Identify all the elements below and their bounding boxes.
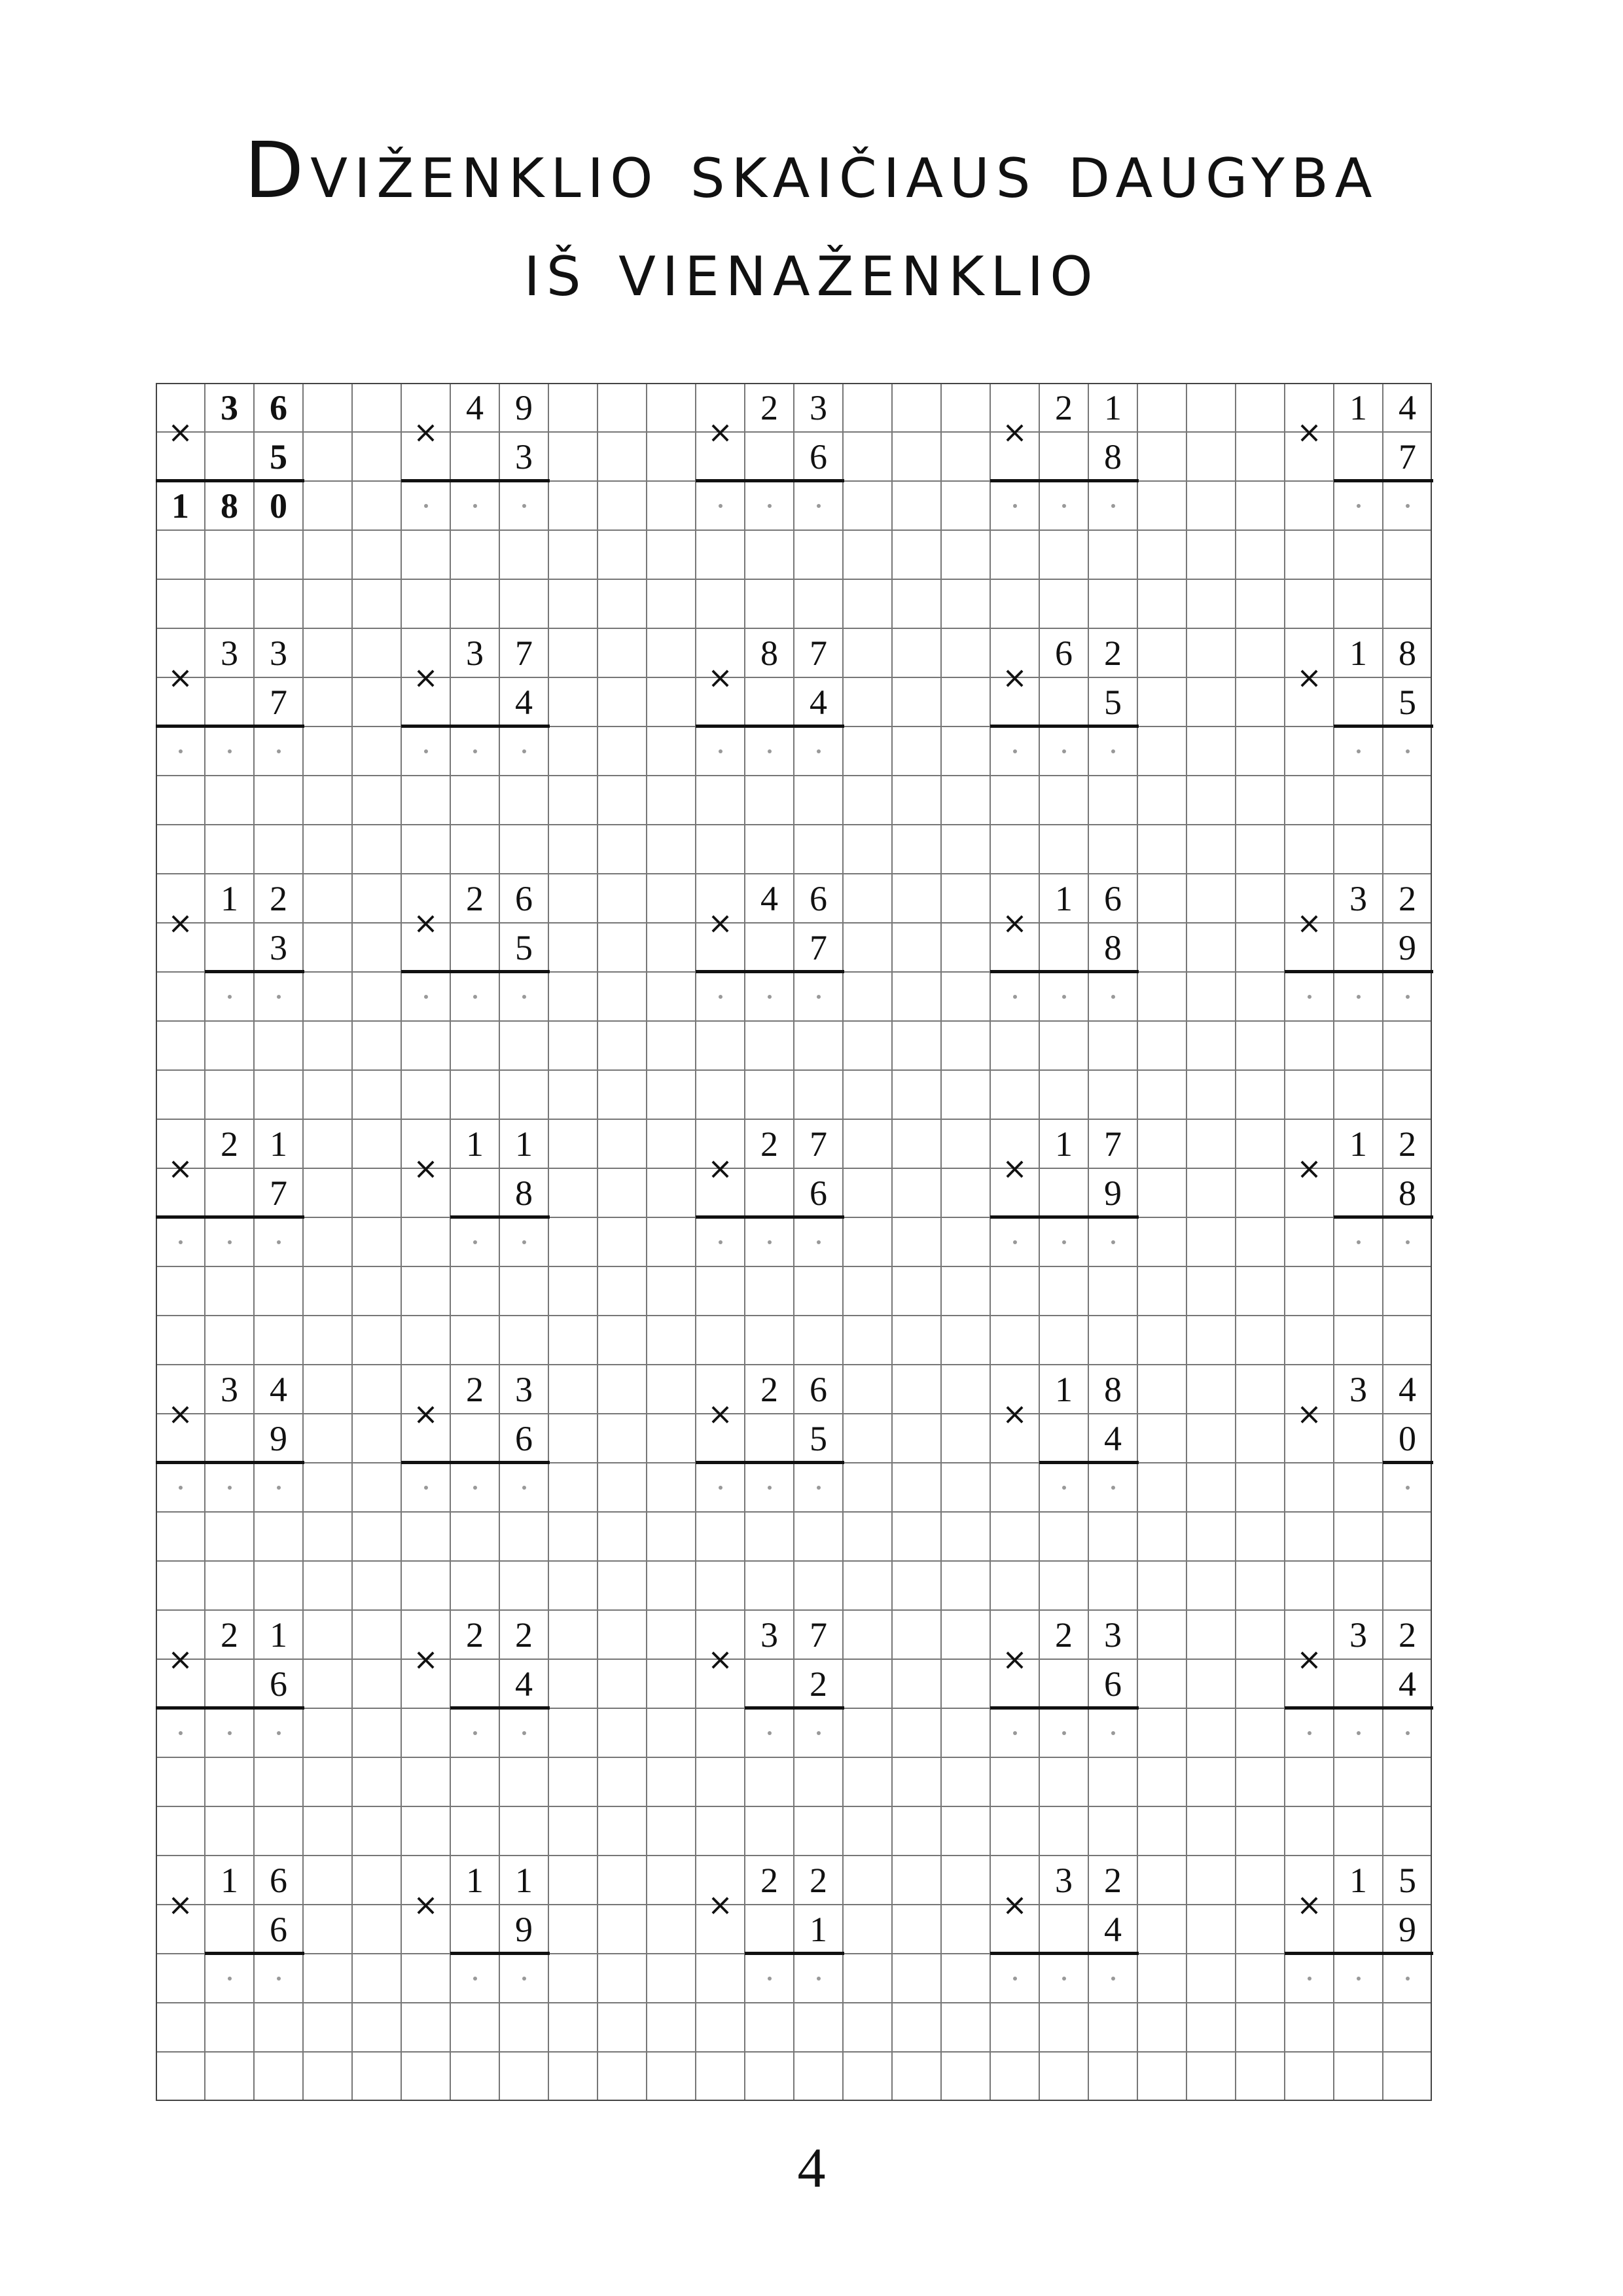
multiplier-digit: 9 [1104,1173,1122,1213]
multiplicand-ones-digit: 1 [270,1615,287,1655]
multiplier-digit: 7 [1399,437,1416,476]
answer-line [156,1215,304,1219]
multiplier-digit: 7 [270,1173,287,1213]
page-number: 4 [797,2136,826,2199]
multiplicand-tens-digit: 1 [1055,878,1073,918]
multiply-sign: × [1002,414,1027,450]
title-line-1: Dviženklio skaičiaus daugyba [244,125,1379,215]
answer-placeholder-dot [719,1240,722,1244]
answer-line [401,1461,550,1464]
answer-line [990,1215,1139,1219]
multiplicand-tens-digit: 1 [1349,1124,1367,1164]
multiply-sign: × [1296,1887,1322,1922]
answer-placeholder-dot [1406,1731,1410,1735]
multiplicand-ones-digit: 6 [270,387,287,427]
answer-placeholder-dot [1062,1731,1066,1735]
multiplicand-ones-digit: 3 [515,1369,533,1409]
answer-placeholder-dot [473,995,477,999]
multiply-sign: × [1296,1641,1322,1677]
multiply-sign: × [1002,905,1027,941]
multiply-sign: × [168,1887,193,1922]
exercise-grid [156,383,1432,2101]
answer-placeholder-dot [1013,995,1017,999]
multiplier-digit: 5 [515,927,533,967]
answer-placeholder-dot [719,995,722,999]
answer-placeholder-dot [817,504,821,508]
multiplier-digit: 4 [515,1664,533,1704]
multiplier-digit: 8 [1104,437,1122,476]
multiplicand-ones-digit: 7 [1104,1124,1122,1164]
multiplier-digit: 5 [810,1418,827,1458]
multiplicand-tens-digit: 3 [466,633,484,673]
answer-placeholder-dot [1357,995,1361,999]
answer-placeholder-dot [522,1486,526,1490]
multiplier-digit: 5 [1104,682,1122,722]
answer-placeholder-dot [473,1240,477,1244]
answer-placeholder-dot [768,995,772,999]
answer-line [990,1952,1139,1955]
multiply-sign: × [1296,1151,1322,1186]
answer-line [1334,1215,1433,1219]
answer-placeholder-dot [1111,1240,1115,1244]
multiply-sign: × [168,1151,193,1186]
multiplicand-tens-digit: 3 [221,387,238,427]
multiplier-digit: 6 [1104,1664,1122,1704]
answer-placeholder-dot [1062,504,1066,508]
answer-placeholder-dot [277,749,281,753]
multiplicand-ones-digit: 6 [810,878,827,918]
answer-line [1285,1706,1433,1710]
answer-line [1039,1461,1139,1464]
multiply-sign: × [707,660,733,695]
answer-placeholder-dot [424,1486,428,1490]
multiply-sign: × [707,1887,733,1922]
multiplier-digit: 4 [1104,1418,1122,1458]
answer-placeholder-dot [1357,749,1361,753]
multiplicand-ones-digit: 4 [270,1369,287,1409]
multiply-sign: × [168,1641,193,1677]
multiplicand-tens-digit: 1 [221,878,238,918]
product-digit: 8 [221,486,238,526]
multiplicand-tens-digit: 1 [1055,1124,1073,1164]
answer-placeholder-dot [768,749,772,753]
multiplicand-tens-digit: 2 [466,1615,484,1655]
multiplicand-ones-digit: 7 [515,633,533,673]
multiplier-digit: 9 [270,1418,287,1458]
page-title [0,121,1623,317]
answer-placeholder-dot [277,1731,281,1735]
multiplier-digit: 3 [515,437,533,476]
multiplicand-ones-digit: 6 [810,1369,827,1409]
multiply-sign: × [707,1641,733,1677]
product-digit: 1 [171,486,189,526]
answer-placeholder-dot [1062,1977,1066,1981]
multiplicand-ones-digit: 6 [1104,878,1122,918]
multiplier-digit: 5 [1399,682,1416,722]
answer-placeholder-dot [473,1977,477,1981]
answer-placeholder-dot [1357,504,1361,508]
answer-line [156,725,304,728]
multiplicand-tens-digit: 2 [760,387,778,427]
answer-placeholder-dot [768,1731,772,1735]
multiplicand-tens-digit: 3 [221,1369,238,1409]
multiplicand-tens-digit: 3 [760,1615,778,1655]
multiplicand-ones-digit: 2 [1104,633,1122,673]
answer-placeholder-dot [817,1240,821,1244]
answer-placeholder-dot [1062,995,1066,999]
multiplicand-tens-digit: 2 [760,1124,778,1164]
answer-placeholder-dot [424,995,428,999]
answer-placeholder-dot [1111,504,1115,508]
answer-line [1334,479,1433,482]
answer-line [696,725,844,728]
answer-placeholder-dot [522,504,526,508]
multiply-sign: × [168,1396,193,1431]
answer-placeholder-dot [522,749,526,753]
multiplicand-ones-digit: 9 [515,387,533,427]
answer-placeholder-dot [179,1486,183,1490]
answer-placeholder-dot [1308,995,1311,999]
answer-placeholder-dot [1062,1240,1066,1244]
multiply-sign: × [168,905,193,941]
answer-placeholder-dot [768,1977,772,1981]
answer-placeholder-dot [228,1977,232,1981]
multiplicand-ones-digit: 2 [1399,1615,1416,1655]
multiplicand-ones-digit: 1 [1104,387,1122,427]
multiplier-digit: 4 [1399,1664,1416,1704]
answer-line [990,479,1139,482]
multiplicand-tens-digit: 1 [466,1860,484,1900]
multiply-sign: × [413,1151,438,1186]
multiply-sign: × [413,660,438,695]
multiplier-digit: 7 [810,927,827,967]
answer-placeholder-dot [522,1977,526,1981]
multiplicand-ones-digit: 1 [270,1124,287,1164]
answer-line [1285,1952,1433,1955]
multiplicand-tens-digit: 2 [221,1124,238,1164]
multiplier-digit: 1 [810,1909,827,1949]
answer-placeholder-dot [768,504,772,508]
answer-placeholder-dot [1357,1731,1361,1735]
multiply-sign: × [1296,660,1322,695]
answer-placeholder-dot [228,995,232,999]
multiplier-digit: 6 [270,1664,287,1704]
multiplier-digit: 0 [1399,1418,1416,1458]
answer-placeholder-dot [768,1240,772,1244]
multiplier-digit: 9 [515,1909,533,1949]
answer-line [401,479,550,482]
multiply-sign: × [1002,1151,1027,1186]
multiplicand-ones-digit: 8 [1104,1369,1122,1409]
multiplier-digit: 9 [1399,927,1416,967]
answer-line [401,725,550,728]
answer-placeholder-dot [719,749,722,753]
answer-placeholder-dot [522,1240,526,1244]
multiply-sign: × [707,1151,733,1186]
answer-placeholder-dot [473,1731,477,1735]
multiplicand-ones-digit: 2 [810,1860,827,1900]
answer-placeholder-dot [817,1977,821,1981]
multiply-sign: × [707,414,733,450]
answer-placeholder-dot [1013,1977,1017,1981]
answer-placeholder-dot [424,504,428,508]
multiplicand-tens-digit: 1 [1349,633,1367,673]
answer-placeholder-dot [179,1731,183,1735]
product-digit: 0 [270,486,287,526]
multiplicand-tens-digit: 2 [760,1369,778,1409]
answer-placeholder-dot [473,1486,477,1490]
multiplier-digit: 3 [270,927,287,967]
multiply-sign: × [707,905,733,941]
multiplicand-ones-digit: 3 [810,387,827,427]
answer-placeholder-dot [228,749,232,753]
answer-placeholder-dot [228,1731,232,1735]
answer-line [1383,1461,1433,1464]
multiply-sign: × [1002,660,1027,695]
answer-line [1334,725,1433,728]
multiply-sign: × [413,1396,438,1431]
answer-placeholder-dot [1062,749,1066,753]
multiplicand-tens-digit: 2 [221,1615,238,1655]
multiply-sign: × [168,660,193,695]
answer-placeholder-dot [277,1977,281,1981]
multiplicand-ones-digit: 2 [1399,878,1416,918]
multiplier-digit: 9 [1399,1909,1416,1949]
multiplicand-ones-digit: 4 [1399,387,1416,427]
answer-placeholder-dot [473,749,477,753]
multiply-sign: × [707,1396,733,1431]
multiply-sign: × [413,1887,438,1922]
answer-placeholder-dot [1013,749,1017,753]
answer-placeholder-dot [1013,1731,1017,1735]
answer-placeholder-dot [768,1486,772,1490]
answer-placeholder-dot [817,749,821,753]
multiply-sign: × [413,1641,438,1677]
answer-placeholder-dot [424,749,428,753]
answer-line [156,1461,304,1464]
multiplier-digit: 4 [515,682,533,722]
answer-placeholder-dot [1111,1486,1115,1490]
multiplicand-tens-digit: 1 [466,1124,484,1164]
answer-placeholder-dot [1111,1731,1115,1735]
answer-placeholder-dot [522,995,526,999]
answer-placeholder-dot [1308,1977,1311,1981]
answer-placeholder-dot [817,995,821,999]
answer-placeholder-dot [1111,749,1115,753]
answer-placeholder-dot [1406,749,1410,753]
multiplicand-ones-digit: 8 [1399,633,1416,673]
answer-placeholder-dot [1406,1977,1410,1981]
multiplicand-tens-digit: 6 [1055,633,1073,673]
multiplicand-tens-digit: 2 [1055,1615,1073,1655]
multiplicand-ones-digit: 2 [270,878,287,918]
answer-line [156,1706,304,1710]
multiplier-digit: 8 [1104,927,1122,967]
multiplicand-tens-digit: 3 [1055,1860,1073,1900]
multiplicand-tens-digit: 4 [760,878,778,918]
answer-placeholder-dot [473,504,477,508]
multiplicand-ones-digit: 6 [270,1860,287,1900]
multiply-sign: × [168,414,193,450]
multiplicand-ones-digit: 3 [1104,1615,1122,1655]
answer-line [745,1952,844,1955]
answer-placeholder-dot [817,1731,821,1735]
multiply-sign: × [1002,1396,1027,1431]
multiply-sign: × [1296,414,1322,450]
answer-line [450,1952,550,1955]
multiplicand-tens-digit: 8 [760,633,778,673]
answer-placeholder-dot [1013,504,1017,508]
multiplier-digit: 5 [270,437,287,476]
answer-placeholder-dot [1308,1731,1311,1735]
answer-line [696,970,844,973]
multiplicand-ones-digit: 6 [515,878,533,918]
multiplicand-tens-digit: 1 [1349,1860,1367,1900]
answer-placeholder-dot [228,1240,232,1244]
answer-placeholder-dot [1406,995,1410,999]
answer-line [990,725,1139,728]
answer-placeholder-dot [1062,1486,1066,1490]
multiplicand-ones-digit: 2 [1104,1860,1122,1900]
multiplicand-ones-digit: 2 [1399,1124,1416,1164]
multiplicand-tens-digit: 2 [760,1860,778,1900]
answer-placeholder-dot [1406,1486,1410,1490]
multiplicand-tens-digit: 1 [1055,1369,1073,1409]
answer-line [990,1706,1139,1710]
multiplicand-tens-digit: 3 [1349,1615,1367,1655]
multiplier-digit: 7 [270,682,287,722]
answer-line [205,1952,304,1955]
answer-line [745,1706,844,1710]
answer-placeholder-dot [179,1240,183,1244]
multiplier-digit: 4 [1104,1909,1122,1949]
multiplicand-tens-digit: 1 [1349,387,1367,427]
answer-line [696,1461,844,1464]
multiplicand-tens-digit: 3 [1349,878,1367,918]
multiplicand-tens-digit: 2 [1055,387,1073,427]
multiply-sign: × [413,905,438,941]
answer-line [1285,970,1433,973]
answer-placeholder-dot [277,1240,281,1244]
multiply-sign: × [1296,905,1322,941]
multiplicand-ones-digit: 2 [515,1615,533,1655]
answer-placeholder-dot [277,1486,281,1490]
multiplier-digit: 6 [810,437,827,476]
multiplier-digit: 6 [515,1418,533,1458]
answer-placeholder-dot [1406,1240,1410,1244]
multiply-sign: × [1002,1887,1027,1922]
multiplicand-ones-digit: 7 [810,633,827,673]
multiplicand-tens-digit: 2 [466,878,484,918]
multiplicand-ones-digit: 1 [515,1124,533,1164]
multiplicand-ones-digit: 3 [270,633,287,673]
multiplicand-tens-digit: 4 [466,387,484,427]
answer-line [205,970,304,973]
answer-placeholder-dot [1111,1977,1115,1981]
answer-placeholder-dot [1013,1240,1017,1244]
title-line-2: iš vienaženklio [524,223,1099,314]
multiply-sign: × [1002,1641,1027,1677]
multiplicand-tens-digit: 3 [221,633,238,673]
answer-placeholder-dot [277,995,281,999]
multiplier-digit: 6 [810,1173,827,1213]
multiplier-digit: 2 [810,1664,827,1704]
answer-placeholder-dot [1111,995,1115,999]
multiplicand-tens-digit: 3 [1349,1369,1367,1409]
multiplicand-ones-digit: 4 [1399,1369,1416,1409]
answer-line [401,970,550,973]
answer-placeholder-dot [228,1486,232,1490]
multiplier-digit: 4 [810,682,827,722]
multiplicand-ones-digit: 7 [810,1615,827,1655]
multiplicand-ones-digit: 1 [515,1860,533,1900]
answer-line [696,479,844,482]
answer-placeholder-dot [1357,1977,1361,1981]
answer-line [696,1215,844,1219]
multiplicand-ones-digit: 5 [1399,1860,1416,1900]
answer-placeholder-dot [1406,504,1410,508]
multiply-sign: × [413,414,438,450]
multiplier-digit: 8 [515,1173,533,1213]
answer-placeholder-dot [719,504,722,508]
multiplicand-ones-digit: 7 [810,1124,827,1164]
multiplicand-tens-digit: 1 [221,1860,238,1900]
multiplier-digit: 8 [1399,1173,1416,1213]
answer-line [450,1215,550,1219]
multiplicand-tens-digit: 2 [466,1369,484,1409]
multiplier-digit: 6 [270,1909,287,1949]
answer-line [450,1706,550,1710]
answer-placeholder-dot [719,1486,722,1490]
answer-placeholder-dot [817,1486,821,1490]
answer-line [990,970,1139,973]
multiply-sign: × [1296,1396,1322,1431]
answer-placeholder-dot [179,749,183,753]
answer-placeholder-dot [1357,1240,1361,1244]
answer-placeholder-dot [522,1731,526,1735]
